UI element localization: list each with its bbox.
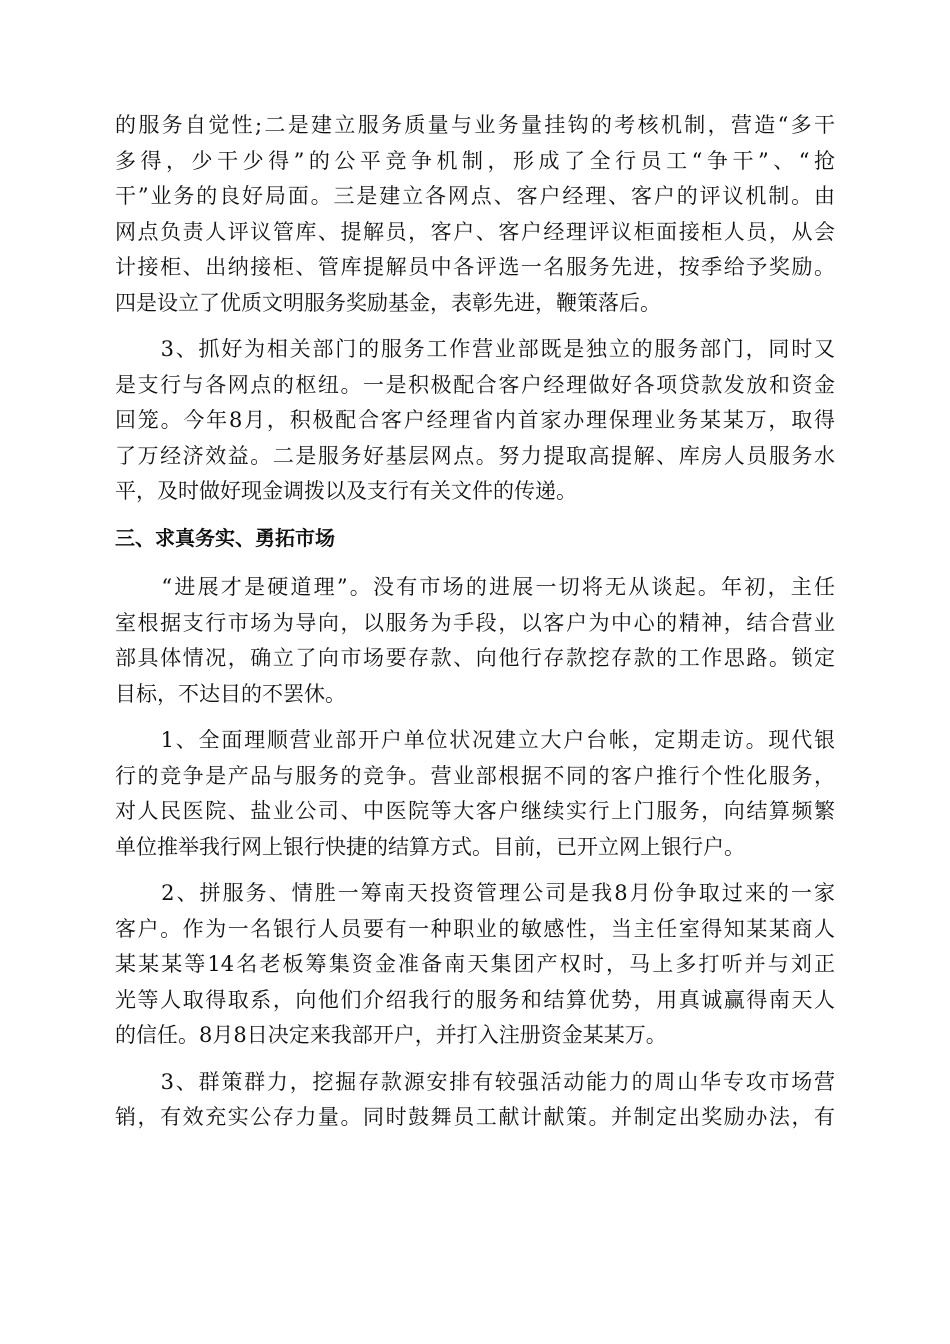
text-line: 某某某等14名老板筹集资金准备南天集团产权时，马上多打听并与刘正 xyxy=(115,952,835,976)
text-line: 是支行与各网点的枢纽。一是积极配合客户经理做好各项贷款发放和资金 xyxy=(115,372,835,397)
text-line: 1、全面理顺营业部开户单位状况建立大户台帐，定期走访。现代银 xyxy=(115,728,835,752)
text-line: 部具体情况，确立了向市场要存款、向他行存款挖存款的工作思路。锁定 xyxy=(115,646,835,670)
text-line: 的信任。8月8日决定来我部开户，并打入注册资金某某万。 xyxy=(115,1023,667,1047)
text-line: “进展才是硬道理”。没有市场的进展一切将无从谈起。年初，主任 xyxy=(115,575,835,599)
text-line: 的服务自觉性;二是建立服务质量与业务量挂钩的考核机制，营造“多干 xyxy=(115,113,835,137)
paragraph-intro-market xyxy=(115,570,835,712)
paragraph-service-mechanisms xyxy=(115,108,835,321)
paragraph-item-1-accounts xyxy=(115,723,835,865)
text-line: 干”业务的良好局面。三是建立各网点、客户经理、客户的评议机制。由 xyxy=(115,184,835,208)
text-line: 2、拼服务、情胜一筹南天投资管理公司是我8月份争取过来的一家 xyxy=(115,881,835,905)
text-line: 平，及时做好现金调拨以及支行有关文件的传递。 xyxy=(115,479,577,503)
text-line: 销，有效充实公存力量。同时鼓舞员工献计献策。并制定出奖励办法，有 xyxy=(115,1105,835,1129)
text-line: 室根据支行市场为导向，以服务为手段，以客户为中心的精神，结合营业 xyxy=(115,610,835,635)
text-line: 回笼。今年8月，积极配合客户经理省内首家办理保理业务某某万，取得 xyxy=(115,408,835,432)
text-line: 行的竞争是产品与服务的竞争。营业部根据不同的客户推行个性化服务， xyxy=(115,763,835,788)
document-page xyxy=(115,108,835,1147)
text-line: 光等人取得取系，向他们介绍我行的服务和结算优势，用真诚赢得南天人 xyxy=(115,987,835,1012)
text-line: 多得，少干少得”的公平竞争机制，形成了全行员工“争干”、“抢 xyxy=(115,148,835,173)
text-line: 计接柜、出纳接柜、管库提解员中各评选一名服务先进，按季给予奖励。 xyxy=(115,255,835,279)
text-line: 单位推举我行网上银行快捷的结算方式。目前，已开立网上银行户。 xyxy=(115,834,745,859)
section-heading: 三、求真务实、勇拓市场 xyxy=(115,525,335,550)
text-line: 目标，不达目的不罢休。 xyxy=(115,681,346,706)
paragraph-item-3-deposits xyxy=(115,1065,835,1136)
paragraph-item-3-departments xyxy=(115,332,835,510)
text-line: 网点负责人评议管库、提解员，客户、客户经理评议柜面接柜人员，从会 xyxy=(115,219,835,244)
text-line: 四是设立了优质文明服务奖励基金，表彰先进，鞭策落后。 xyxy=(115,290,661,315)
text-line: 对人民医院、盐业公司、中医院等大客户继续实行上门服务，向结算频繁 xyxy=(115,799,835,823)
text-line: 3、抓好为相关部门的服务工作营业部既是独立的服务部门，同时又 xyxy=(115,337,835,361)
paragraph-item-2-service xyxy=(115,876,835,1054)
text-line: 客户。作为一名银行人员要有一种职业的敏感性，当主任室得知某某商人 xyxy=(115,916,835,941)
text-line: 了万经济效益。二是服务好基层网点。努力提取高提解、库房人员服务水 xyxy=(115,443,835,468)
text-line: 3、群策群力，挖掘存款源安排有较强活动能力的周山华专攻市场营 xyxy=(115,1069,835,1094)
